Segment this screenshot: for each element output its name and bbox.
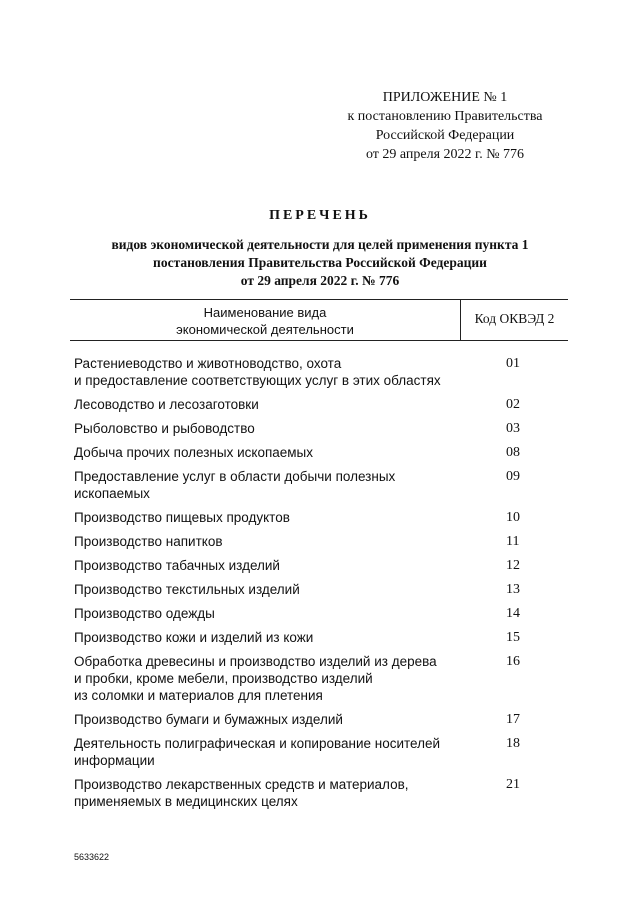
activity-name: Производство текстильных изделий bbox=[74, 582, 300, 597]
table-row bbox=[74, 420, 554, 437]
activity-list bbox=[74, 355, 554, 817]
table-row bbox=[74, 653, 554, 704]
activity-name: Обработка древесины и производство изделий из дерева и пробки, кроме мебели, производство изделий из соломки и материалов для плетения bbox=[74, 654, 437, 703]
activity-name: Производство лекарственных средств и материалов, применяемых в медицинских целях bbox=[74, 777, 409, 809]
table-row bbox=[74, 396, 554, 413]
table-row bbox=[74, 629, 554, 646]
activity-name: Производство пищевых продуктов bbox=[74, 510, 290, 525]
header-activity-name bbox=[70, 304, 460, 338]
activity-name: Рыболовство и рыбоводство bbox=[74, 421, 255, 436]
okved-code: 17 bbox=[506, 712, 520, 727]
appendix-heading: ПРИЛОЖЕНИЕ № 1 bbox=[382, 90, 508, 105]
document-number: 5633622 bbox=[74, 852, 110, 862]
okved-code: 12 bbox=[506, 558, 520, 573]
header-okved-code: Код ОКВЭД 2 bbox=[474, 311, 555, 326]
okved-code: 08 bbox=[506, 445, 520, 460]
table-row bbox=[74, 533, 554, 550]
activity-name: Растениеводство и животноводство, охота и предоставление соответствующих услуг в этих областях bbox=[74, 356, 441, 388]
table-row bbox=[74, 776, 554, 810]
table-row bbox=[74, 605, 554, 622]
table-row bbox=[74, 468, 554, 502]
activity-name: Производство табачных изделий bbox=[74, 558, 280, 573]
table-row bbox=[74, 711, 554, 728]
activity-name: Производство одежды bbox=[74, 606, 215, 621]
table-row bbox=[74, 355, 554, 389]
okved-code: 14 bbox=[506, 606, 520, 621]
okved-code: 09 bbox=[506, 469, 520, 484]
table-row bbox=[74, 509, 554, 526]
okved-code: 01 bbox=[506, 356, 520, 371]
appendix-block bbox=[330, 88, 560, 164]
table-row bbox=[74, 581, 554, 598]
okved-code: 11 bbox=[506, 534, 520, 549]
activity-name: Производство бумаги и бумажных изделий bbox=[74, 712, 343, 727]
activity-name: Добыча прочих полезных ископаемых bbox=[74, 445, 314, 460]
document-title: ПЕРЕЧЕНЬ bbox=[269, 208, 371, 223]
okved-code: 10 bbox=[506, 510, 520, 525]
okved-code: 15 bbox=[506, 630, 520, 645]
header-name-line-1: Наименование вида bbox=[203, 305, 327, 320]
table-header bbox=[70, 299, 568, 341]
okved-code: 18 bbox=[506, 736, 520, 751]
table-row bbox=[74, 444, 554, 461]
activity-name: Предоставление услуг в области добычи полезных ископаемых bbox=[74, 469, 396, 501]
subtitle-line-1: видов экономической деятельности для целей применения пункта 1 bbox=[111, 237, 529, 252]
okved-code: 02 bbox=[506, 397, 520, 412]
document-subtitle bbox=[60, 236, 580, 290]
activity-name: Деятельность полиграфическая и копирование носителей информации bbox=[74, 736, 441, 768]
activity-name: Лесоводство и лесозаготовки bbox=[74, 397, 259, 412]
okved-code: 03 bbox=[506, 421, 520, 436]
table-row bbox=[74, 735, 554, 769]
appendix-line-1: к постановлению Правительства bbox=[347, 109, 543, 124]
subtitle-line-2: постановления Правительства Российской Федерации bbox=[153, 255, 487, 270]
okved-code: 13 bbox=[506, 582, 520, 597]
activity-name: Производство кожи и изделий из кожи bbox=[74, 630, 314, 645]
activity-name: Производство напитков bbox=[74, 534, 223, 549]
okved-code: 16 bbox=[506, 654, 520, 669]
okved-code: 21 bbox=[506, 777, 520, 792]
header-name-line-2: экономической деятельности bbox=[176, 322, 354, 337]
table-row bbox=[74, 557, 554, 574]
appendix-line-2: Российской Федерации bbox=[375, 128, 515, 143]
subtitle-line-3: от 29 апреля 2022 г. № 776 bbox=[240, 273, 400, 288]
appendix-line-3: от 29 апреля 2022 г. № 776 bbox=[365, 147, 525, 162]
